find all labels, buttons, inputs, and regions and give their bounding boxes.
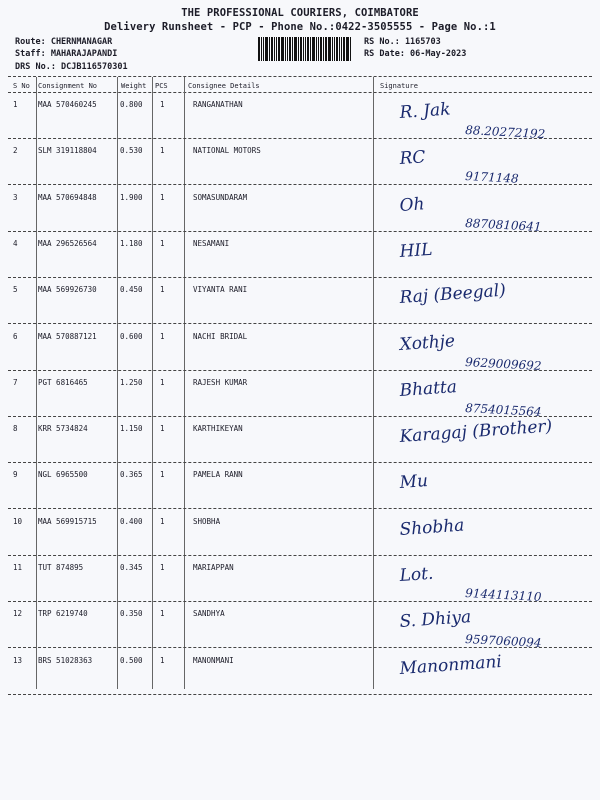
cell-consignment-number: TUT 874895 xyxy=(38,563,84,572)
signature-handwriting xyxy=(370,605,595,650)
barcode-bar xyxy=(263,37,264,61)
column-header-signature: Signature xyxy=(380,82,418,90)
signature-name: Raj (Beegal) xyxy=(398,280,507,308)
rs-number: RS No.: 1165703 xyxy=(364,37,441,47)
barcode-bar xyxy=(285,37,286,61)
cell-weight: 1.150 xyxy=(120,424,143,433)
barcode-bar xyxy=(323,37,324,61)
column-divider xyxy=(152,77,153,689)
signature-svg xyxy=(370,513,595,553)
barcode-bar xyxy=(289,37,291,61)
cell-sno: 13 xyxy=(13,656,23,665)
drs-number: DRS No.: DCJB116570301 xyxy=(15,62,128,72)
cell-pcs: 1 xyxy=(160,285,165,294)
signature-svg xyxy=(370,189,595,234)
signature-name: Karagaj (Brother) xyxy=(398,416,553,447)
cell-weight: 0.345 xyxy=(120,563,143,572)
barcode-bar xyxy=(265,37,268,61)
cell-pcs: 1 xyxy=(160,193,165,202)
barcode-bar xyxy=(339,37,340,61)
signature-name: Xothje xyxy=(398,331,456,355)
cell-consignment-number: MAA 570460245 xyxy=(38,100,97,109)
runsheet-subtitle: Delivery Runsheet - PCP - Phone No.:0422-3505555 - Page No.:1 xyxy=(104,21,496,33)
row-separator xyxy=(8,323,592,324)
cell-pcs: 1 xyxy=(160,517,165,526)
cell-weight: 0.600 xyxy=(120,332,143,341)
signature-svg xyxy=(370,281,595,321)
cell-consignee-name: VIYANTA RANI xyxy=(193,285,248,294)
signature-handwriting xyxy=(370,235,595,275)
barcode-bar xyxy=(312,37,315,61)
cell-sno: 11 xyxy=(13,563,23,572)
signature-handwriting xyxy=(370,281,595,321)
signature-phone: 8870810641 xyxy=(464,216,542,234)
signature-svg xyxy=(370,466,595,506)
cell-consignee-name: RAJESH KUMAR xyxy=(193,378,248,387)
signature-name: Lot. xyxy=(398,563,435,586)
cell-consignee-name: MARIAPPAN xyxy=(193,563,234,572)
barcode-bar xyxy=(303,37,304,61)
barcode-image xyxy=(258,37,358,61)
cell-sno: 12 xyxy=(13,609,23,618)
cell-consignee-name: NATIONAL MOTORS xyxy=(193,146,261,155)
barcode-bar xyxy=(341,37,342,61)
cell-weight: 0.500 xyxy=(120,656,143,665)
cell-consignee-name: SHOBHA xyxy=(193,517,221,526)
signature-svg xyxy=(370,374,595,419)
signature-handwriting xyxy=(370,189,595,234)
signature-name: R. Jak xyxy=(398,99,452,123)
cell-weight: 0.450 xyxy=(120,285,143,294)
signature-name: Shobha xyxy=(398,515,465,540)
signature-handwriting xyxy=(370,374,595,419)
signature-phone: 9629009692 xyxy=(464,355,542,373)
staff-label: Staff: MAHARAJAPANDI xyxy=(15,49,118,59)
signature-handwriting xyxy=(370,513,595,553)
cell-consignee-name: PAMELA RANN xyxy=(193,470,243,479)
barcode-bar xyxy=(310,37,311,61)
signature-phone: 9597060094 xyxy=(464,632,542,650)
cell-consignee-name: RANGANATHAN xyxy=(193,100,243,109)
signature-phone: 88.20272192 xyxy=(464,123,546,142)
cell-consignee-name: SOMASUNDARAM xyxy=(193,193,248,202)
barcode-bar xyxy=(271,37,273,61)
signature-handwriting xyxy=(370,416,595,460)
cell-weight: 0.800 xyxy=(120,100,143,109)
route-label: Route: CHERNMANAGAR xyxy=(15,37,113,47)
cell-sno: 6 xyxy=(13,332,18,341)
barcode-bar xyxy=(294,37,297,61)
row-separator xyxy=(8,277,592,278)
signature-handwriting xyxy=(370,466,595,506)
barcode-bar xyxy=(281,37,284,61)
cell-pcs: 1 xyxy=(160,100,165,109)
barcode-bar xyxy=(278,37,280,61)
barcode-bar xyxy=(320,37,322,61)
cell-sno: 5 xyxy=(13,285,18,294)
cell-consignee-name: MANONMANI xyxy=(193,656,234,665)
signature-handwriting xyxy=(370,652,595,692)
cell-pcs: 1 xyxy=(160,332,165,341)
cell-consignee-name: SANDHYA xyxy=(193,609,225,618)
barcode-bar xyxy=(287,37,288,61)
barcode-bar xyxy=(346,37,349,61)
signature-phone: 8754015564 xyxy=(464,401,542,419)
barcode-bar xyxy=(328,37,331,61)
signature-svg xyxy=(370,328,595,373)
cell-consignment-number: KRR 5734824 xyxy=(38,424,88,433)
signature-phone: 9171148 xyxy=(464,169,519,186)
barcode-bar xyxy=(300,37,302,61)
cell-consignee-name: NACHI BRIDAL xyxy=(193,332,248,341)
column-header-sno: S No xyxy=(13,82,30,90)
cell-consignment-number: PGT 6816465 xyxy=(38,378,88,387)
barcode-bar xyxy=(276,37,277,61)
barcode-bar xyxy=(292,37,293,61)
cell-weight: 0.530 xyxy=(120,146,143,155)
cell-sno: 7 xyxy=(13,378,18,387)
signature-svg xyxy=(370,96,595,142)
signature-name: RC xyxy=(398,147,427,169)
signature-name: Mu xyxy=(398,471,429,493)
cell-weight: 0.350 xyxy=(120,609,143,618)
cell-pcs: 1 xyxy=(160,378,165,387)
barcode-bar xyxy=(325,37,327,61)
header-bottom-rule xyxy=(8,92,592,93)
cell-sno: 10 xyxy=(13,517,23,526)
cell-sno: 4 xyxy=(13,239,18,248)
signature-handwriting xyxy=(370,328,595,373)
row-separator xyxy=(8,508,592,509)
column-header-consignment: Consignment No xyxy=(38,82,98,90)
signature-svg xyxy=(370,416,595,460)
column-header-weight: Weight xyxy=(121,82,147,90)
signature-name: Manonmani xyxy=(398,651,503,679)
cell-consignment-number: MAA 569926730 xyxy=(38,285,97,294)
barcode-bar xyxy=(332,37,333,61)
signature-svg xyxy=(370,142,595,186)
column-divider xyxy=(117,77,118,689)
cell-weight: 1.900 xyxy=(120,193,143,202)
signature-handwriting xyxy=(370,559,595,604)
column-header-consignee: Consignee Details xyxy=(188,82,260,90)
cell-sno: 3 xyxy=(13,193,18,202)
column-divider xyxy=(184,77,185,689)
cell-pcs: 1 xyxy=(160,146,165,155)
column-divider xyxy=(36,77,37,689)
cell-pcs: 1 xyxy=(160,424,165,433)
cell-pcs: 1 xyxy=(160,656,165,665)
cell-sno: 9 xyxy=(13,470,18,479)
cell-consignment-number: MAA 569915715 xyxy=(38,517,97,526)
cell-sno: 8 xyxy=(13,424,18,433)
barcode-bar xyxy=(343,37,345,61)
barcode-bar xyxy=(298,37,299,61)
cell-pcs: 1 xyxy=(160,563,165,572)
signature-name: S. Dhiya xyxy=(398,607,472,632)
cell-consignment-number: SLM 319118804 xyxy=(38,146,97,155)
cell-consignment-number: MAA 570694848 xyxy=(38,193,97,202)
row-separator xyxy=(8,555,592,556)
cell-sno: 1 xyxy=(13,100,18,109)
barcode-bar xyxy=(318,37,319,61)
signature-handwriting xyxy=(370,96,595,142)
cell-weight: 1.250 xyxy=(120,378,143,387)
barcode-bar xyxy=(269,37,270,61)
cell-consignment-number: NGL 6965500 xyxy=(38,470,88,479)
signature-name: Oh xyxy=(398,194,426,216)
cell-consignment-number: TRP 6219740 xyxy=(38,609,88,618)
cell-weight: 1.180 xyxy=(120,239,143,248)
cell-pcs: 1 xyxy=(160,609,165,618)
company-title: THE PROFESSIONAL COURIERS, COIMBATORE xyxy=(181,7,419,19)
signature-svg xyxy=(370,605,595,650)
cell-pcs: 1 xyxy=(160,470,165,479)
cell-sno: 2 xyxy=(13,146,18,155)
barcode-bar xyxy=(336,37,338,61)
barcode-bar xyxy=(307,37,309,61)
cell-weight: 0.365 xyxy=(120,470,143,479)
signature-name: Bhatta xyxy=(398,377,458,401)
rs-date: RS Date: 06-May-2023 xyxy=(364,49,467,59)
signature-phone: 9144113110 xyxy=(464,586,542,604)
cell-consignment-number: MAA 296526564 xyxy=(38,239,97,248)
signature-svg xyxy=(370,652,595,692)
barcode-bar xyxy=(258,37,260,61)
barcode-bar xyxy=(261,37,262,61)
signature-svg xyxy=(370,235,595,275)
row-separator xyxy=(8,694,592,695)
barcode-bar xyxy=(305,37,306,61)
cell-consignee-name: KARTHIKEYAN xyxy=(193,424,243,433)
table-top-rule xyxy=(8,76,592,77)
signature-name: HIL xyxy=(398,239,434,262)
cell-consignment-number: BRS 51028363 xyxy=(38,656,93,665)
cell-consignee-name: NESAMANI xyxy=(193,239,230,248)
column-header-pcs: PCS xyxy=(155,82,168,90)
barcode-bar xyxy=(350,37,351,61)
barcode-bar xyxy=(274,37,275,61)
signature-handwriting xyxy=(370,142,595,186)
signature-svg xyxy=(370,559,595,604)
row-separator xyxy=(8,462,592,463)
barcode-bar xyxy=(334,37,335,61)
barcode-bar xyxy=(316,37,317,61)
cell-pcs: 1 xyxy=(160,239,165,248)
cell-weight: 0.400 xyxy=(120,517,143,526)
cell-consignment-number: MAA 570887121 xyxy=(38,332,97,341)
